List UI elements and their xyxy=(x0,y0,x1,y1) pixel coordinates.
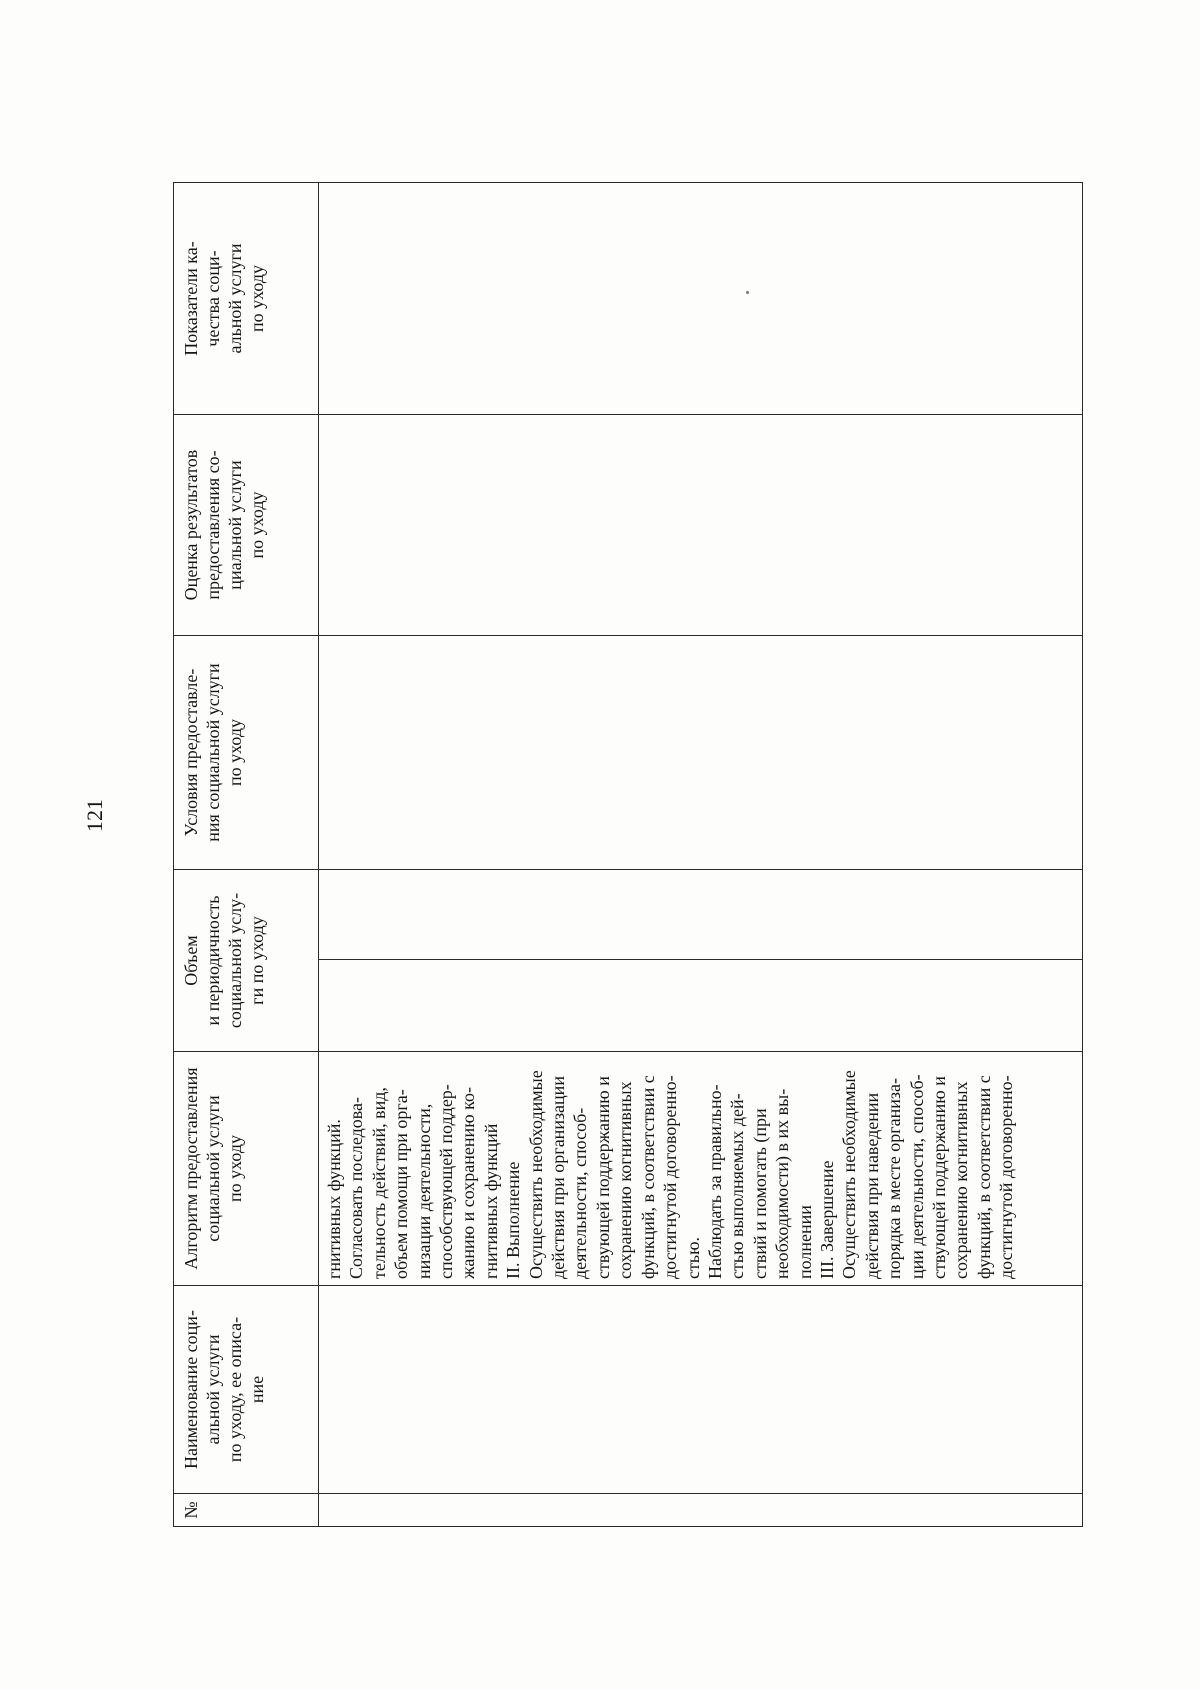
algorithm-line: порядка в месте организа- xyxy=(884,1078,905,1279)
algorithm-line: объем помощи при орга- xyxy=(391,1089,412,1279)
algorithm-line: действия при организации xyxy=(548,1076,569,1279)
cell-volume xyxy=(319,870,1083,1052)
cell-algorithm xyxy=(319,1052,1083,1286)
body-row xyxy=(319,183,1083,1527)
cell-conditions xyxy=(319,636,1083,870)
algorithm-line: ствий и помогать (при xyxy=(749,1108,770,1279)
algorithm-line: функций, в соответствии с xyxy=(973,1075,994,1279)
header-row xyxy=(174,183,319,1527)
algorithm-line: достигнутой договоренно- xyxy=(996,1075,1017,1279)
algorithm-line: действия при наведении xyxy=(861,1092,882,1279)
algorithm-line: необходимости) в их вы- xyxy=(772,1088,793,1279)
scan-speck xyxy=(746,291,749,294)
algorithm-line: деятельности, способ- xyxy=(570,1107,591,1279)
algorithm-line: низации деятельности, xyxy=(413,1103,434,1279)
algorithm-line: ствующей поддержанию и xyxy=(928,1076,949,1279)
algorithm-line: гнитивных функций xyxy=(480,1123,501,1279)
algorithm-line: Осуществить необходимые xyxy=(525,1070,546,1279)
algorithm-line: Наблюдать за правильно- xyxy=(704,1084,725,1279)
header-evaluation: Оценка результатов предоставления со- циальной услуги по уходу xyxy=(174,415,319,636)
header-algorithm: Алгоритм предоставления социальной услуги по уходу xyxy=(174,1052,319,1286)
cell-volume-part-1 xyxy=(319,959,1082,1051)
algorithm-line: достигнутой договоренно- xyxy=(660,1075,681,1279)
cell-service-name xyxy=(319,1286,1083,1494)
algorithm-line: стью выполняемых дей- xyxy=(727,1093,748,1279)
algorithm-line: сохранению когнитивных xyxy=(951,1081,972,1279)
header-volume: Объем и периодичность социальной услу- ги по уходу xyxy=(174,870,319,1052)
algorithm-line: сохранению когнитивных xyxy=(615,1081,636,1279)
algorithm-text xyxy=(319,1052,1018,1285)
algorithm-line: способствующей поддер- xyxy=(436,1084,457,1279)
page-number: 121 xyxy=(82,799,107,832)
header-number: № xyxy=(174,1494,319,1527)
algorithm-line: ствующей поддержанию и xyxy=(592,1076,613,1279)
header-quality: Показатели ка- чества соци- альной услуги по уходу xyxy=(174,183,319,415)
cell-number xyxy=(319,1494,1083,1527)
rotated-table-container xyxy=(173,183,1082,1527)
header-conditions: Условия предоставле- ния социальной услуги по уходу xyxy=(174,636,319,870)
header-service-name: Наименование соци- альной услуги по уходу, ее описа- ние xyxy=(174,1286,319,1494)
algorithm-line: жанию и сохранению ко- xyxy=(458,1087,479,1279)
algorithm-line: тельность действий, вид, xyxy=(368,1087,389,1279)
algorithm-line: Осуществить необходимые xyxy=(839,1070,860,1279)
cell-quality xyxy=(319,183,1083,415)
cell-evaluation xyxy=(319,415,1083,636)
cell-volume-part-2 xyxy=(319,870,1082,959)
algorithm-line: полнении xyxy=(794,1205,815,1279)
algorithm-line: II. Выполнение xyxy=(503,1161,524,1279)
algorithm-line: III. Завершение xyxy=(816,1160,837,1279)
service-table xyxy=(173,182,1083,1527)
algorithm-line: Согласовать последова- xyxy=(346,1096,367,1279)
algorithm-line: гнитивных функций. xyxy=(324,1119,344,1279)
algorithm-line: стью. xyxy=(682,1236,703,1279)
algorithm-line: функций, в соответствии с xyxy=(637,1075,658,1279)
algorithm-line: ции деятельности, способ- xyxy=(906,1074,927,1279)
